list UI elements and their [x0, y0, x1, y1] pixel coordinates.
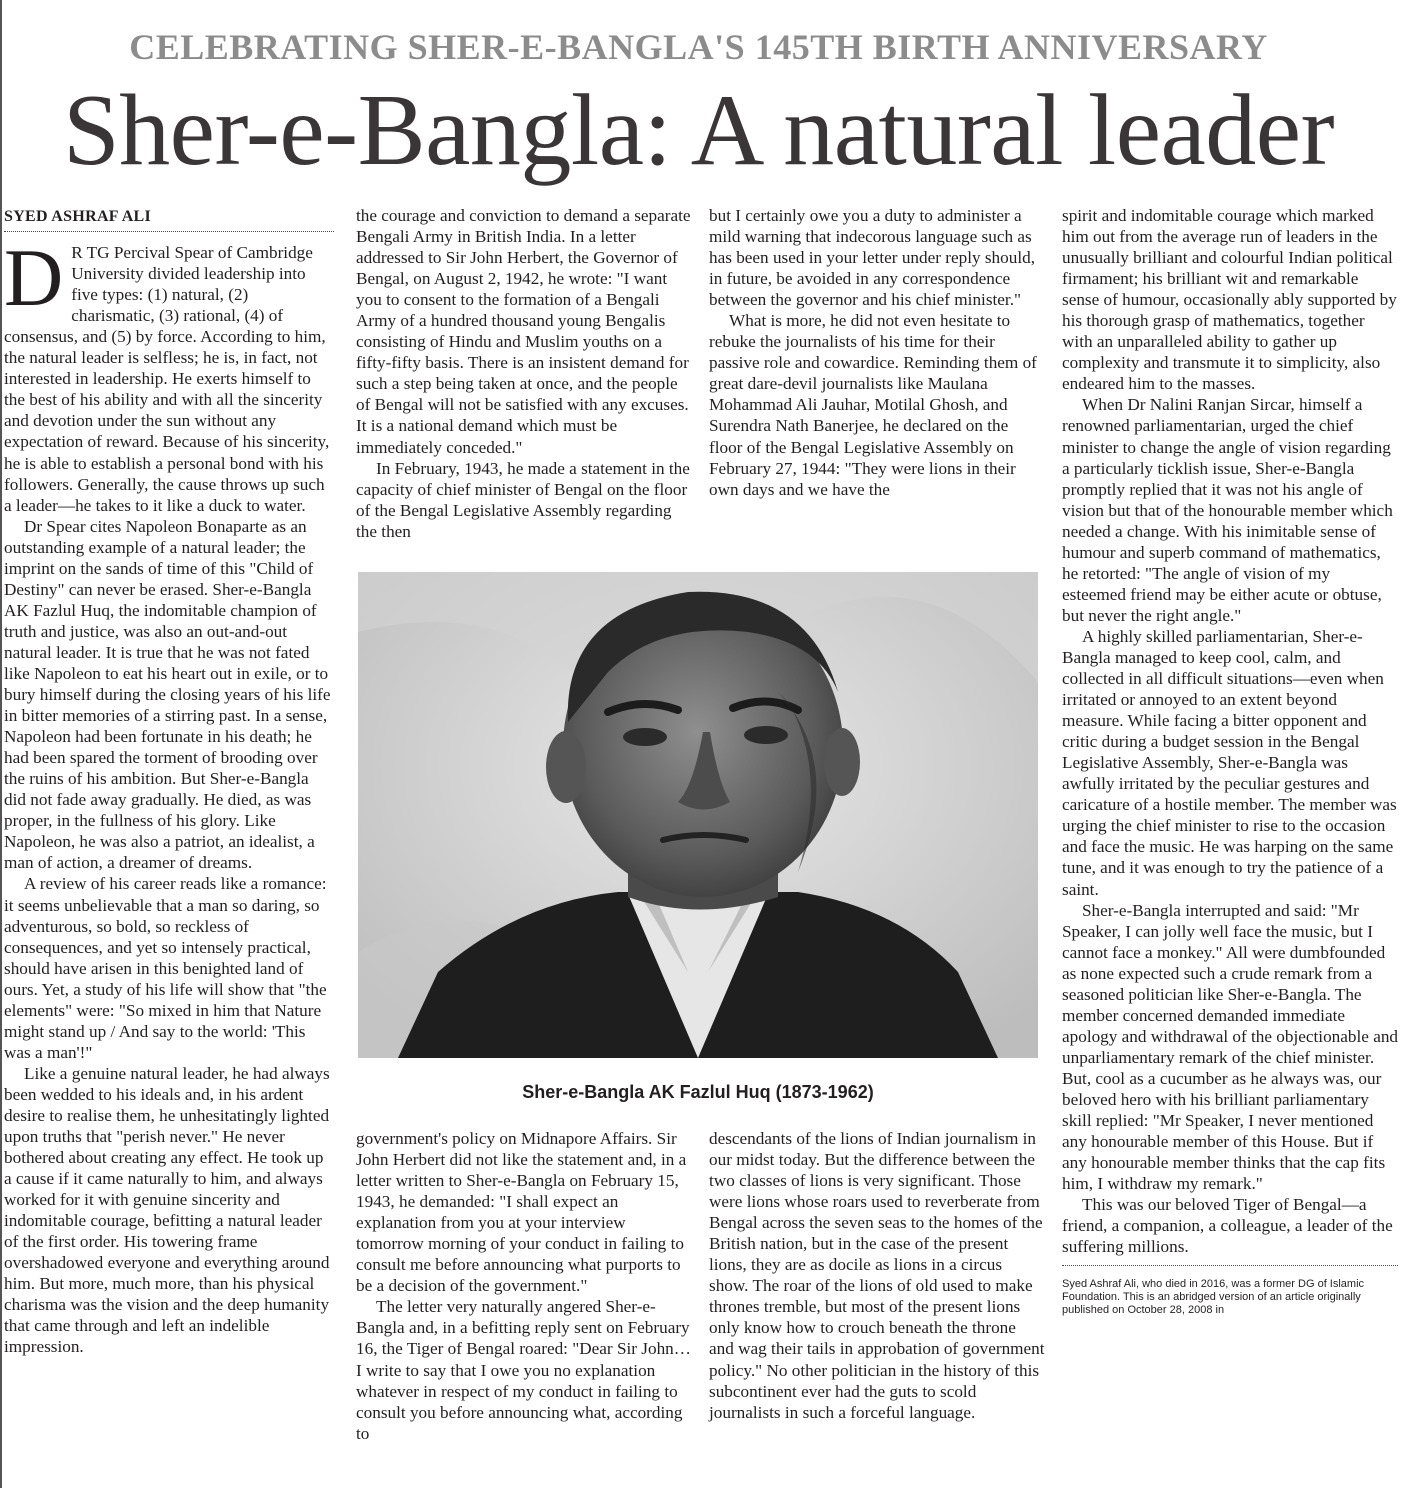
article-headline: Sher-e-Bangla: A natural leader: [62, 74, 1335, 187]
portrait-photo: [358, 572, 1038, 1058]
author-footnote: Syed Ashraf Ali, who died in 2016, was a former DG of Islamic Foundation. This is an abridged version of an article originally published on October 28, 2008 in: [1062, 1278, 1365, 1317]
article-column-2-bottom: [356, 1128, 692, 1444]
article-column-1: [4, 206, 334, 1358]
byline: SYED ASHRAF ALI: [4, 206, 334, 232]
paragraph-text: R TG Percival Spear of Cambridge University divided leadership into five types: (1) natural, (2) charismatic, (3) rational, (4) of consensus, and (5) by force. According to him, the natural leader is selfless; he is, in fact, not interested in leadership. He exerts himself to the best of his ability and with all the sincerity and devotion under the sun without any expectation of reward. Because of his sincerity, he is able to establish a personal bond with his followers. Generally, the cause throws up such a leader—he takes to it like a duck to water.: [4, 243, 330, 515]
footnote-divider: [1062, 1265, 1398, 1266]
article-paragraph: Dr Spear cites Napoleon Bonaparte as an outstanding example of a natural leader; the imprint on the sands of time of this "Child of Destiny" can never be erased. Sher-e-Bangla AK Fazlul Huq, the indomitable champion of truth and justice, was also an out-and-out natural leader. It is true that he was not fated like Napoleon to eat his heart out in exile, or to bury himself during the closing years of his life in bitter memories of a stirring past. In a sense, Napoleon had been fortunate in his death; he had been spared the torment of brooding over the ruins of his ambition. But Sher-e-Bangla did not fade away gradually. He died, as was proper, in the fullness of his glory. Like Napoleon, he was also a patriot, an idealist, a man of action, a dreamer of dreams.: [4, 516, 331, 873]
article-paragraph: descendants of the lions of Indian journalism in our midst today. But the difference between the two classes of lions is very significant. Those were lions whose roars used to reverberate from Bengal across the seven seas to the homes of the British nation, but in the case of the present lions, they are as docile as lions in a circus show. The roar of the lions of old used to make thrones tremble, but most of the present lions only know how to crouch beneath the throne and wag their tails in approbation of government policy." No other politician in the history of this subcontinent ever had the guts to scold journalists in such a forceful language.: [709, 1129, 1045, 1422]
article-paragraph: the courage and conviction to demand a separate Bengali Army in British India. In a letter addressed to Sir John Herbert, the Governor of Bengal, on August 2, 1942, he wrote: "I want you to consent to the formation of a Bengali Army of a hundred thousand young Bengalis consisting of Hindu and Muslim youths on a fifty-fifty basis. There is an insistent demand for such a step being taken at once, and the people of Bengal will not be satisfied with any excuses. It is a national demand which must be immediately conceded.": [356, 206, 691, 457]
article-paragraph: [4, 232, 334, 516]
article-paragraph: The letter very naturally angered Sher-e-Bangla and, in a befitting reply sent on February 16, the Tiger of Bengal roared: "Dear Sir John…I write to say that I owe you no explanation whatever in respect of my conduct in failing to consult you before announcing what, according to: [356, 1297, 691, 1443]
article-column-4: [1062, 205, 1398, 1317]
article-paragraph: Sher-e-Bangla interrupted and said: "Mr Speaker, I can jolly well face the music, but I cannot face a monkey." All were dumbfounded as none expected such a crude remark from a seasoned politician like Sher-e-Bangla. The member concerned demanded immediate apology and withdrawal of the objectionable and unparliamentary remark of the chief minister. But, cool as a cucumber as he always was, our beloved hero with his brilliant parliamentary skill replied: "Mr Speaker, I never mentioned any honourable member of this House. But if any honourable member thinks that the cap fits him, I withdraw my remark.": [1062, 900, 1399, 1194]
article-paragraph: A highly skilled parliamentarian, Sher-e-Bangla managed to keep cool, calm, and collected in all difficult situations—even when irritated or annoyed to an extent beyond measure. While facing a bitter opponent and critic during a budget session in the Bengal Legislative Assembly, Sher-e-Bangla was awfully irritated by the peculiar gestures and caricature of a hostile member. The member was urging the chief minister to rise to the occasion and face the music. He was harping on the same tune, and it was enough to try the patience of a saint.: [1062, 626, 1397, 899]
article-column-3-bottom: [709, 1128, 1045, 1423]
article-paragraph: What is more, he did not even hesitate to rebuke the journalists of his time for their passive role and cowardice. Reminding them of great dare-devil journalists like Maulana Mohammad Ali Jauhar, Motilal Ghosh, and Surendra Nath Banerjee, he declared on the floor of the Bengal Legislative Assembly on February 27, 1944: "They were lions in their own days and we have the: [709, 311, 1037, 499]
photo-caption: Sher-e-Bangla AK Fazlul Huq (1873-1962): [522, 1082, 874, 1102]
article-paragraph: but I certainly owe you a duty to administer a mild warning that indecorous language such as has been used in your letter under reply should, in future, be avoided in any correspondence between the governor and his chief minister.": [709, 206, 1036, 310]
article-paragraph: government's policy on Midnapore Affairs. Sir John Herbert did not like the statement and, in a letter written to Sher-e-Bangla on February 15, 1943, he demanded: "I shall expect an explanation from you at your interview tomorrow morning of your conduct in failing to consult me before announcing what purports to be a decision of the government.": [356, 1129, 687, 1296]
kicker-heading: CELEBRATING SHER-E-BANGLA'S 145TH BIRTH ANNIVERSARY: [129, 27, 1268, 67]
article-paragraph: A review of his career reads like a romance: it seems unbelievable that a man so daring, so adventurous, so bold, so reckless of consequences, and yet so intensely practical, should have arisen in this benighted land of ours. Yet, a study of his life will show that "the elements" were: "So mixed in him that Nature might stand up / And say to the world: 'This was a man'!": [4, 874, 327, 1062]
drop-cap: D: [4, 232, 64, 324]
article-paragraph: spirit and indomitable courage which marked him out from the average run of leaders in the unusually brilliant and colourful Indian political firmament; his brilliant wit and remarkable sense of humour, occasionally ably supported by his thorough grasp of mathematics, together with an unparalleled ability to gather up complexity and transmute it to simplicity, also endeared him to the masses.: [1062, 206, 1397, 394]
article-paragraph: In February, 1943, he made a statement in the capacity of chief minister of Bengal on the floor of the Bengal Legislative Assembly regarding the then: [356, 458, 690, 541]
article-column-2-top: [356, 205, 692, 542]
page-left-edge-rule: [0, 0, 2, 1488]
article-column-3-top: [709, 205, 1045, 500]
article-paragraph: Like a genuine natural leader, he had always been wedded to his ideals and, in his ardent desire to realise them, he unhesitatingly lighted upon truths that "perish never." He never bothered about creating any effect. He took up a cause if it came naturally to him, and always worked for it with genuine sincerity and indomitable courage, befitting a natural leader of the first order. His towering frame overshadowed everyone and everything around him. But more, much more, than his physical charisma was the vision and the deep humanity that came through and left an indelible impression.: [4, 1063, 330, 1357]
article-paragraph: When Dr Nalini Ranjan Sircar, himself a renowned parliamentarian, urged the chief minister to change the angle of vision regarding a particularly ticklish issue, Sher-e-Bangla promptly replied that it was not his angle of vision but that of the honourable member which needed a change. With his inimitable sense of humour and superb command of mathematics, he retorted: "The angle of vision of my esteemed friend may be either acute or obtuse, but never the right angle.": [1062, 395, 1393, 625]
article-paragraph: This was our beloved Tiger of Bengal—a friend, a companion, a colleague, a leader of the suffering millions.: [1062, 1195, 1393, 1257]
